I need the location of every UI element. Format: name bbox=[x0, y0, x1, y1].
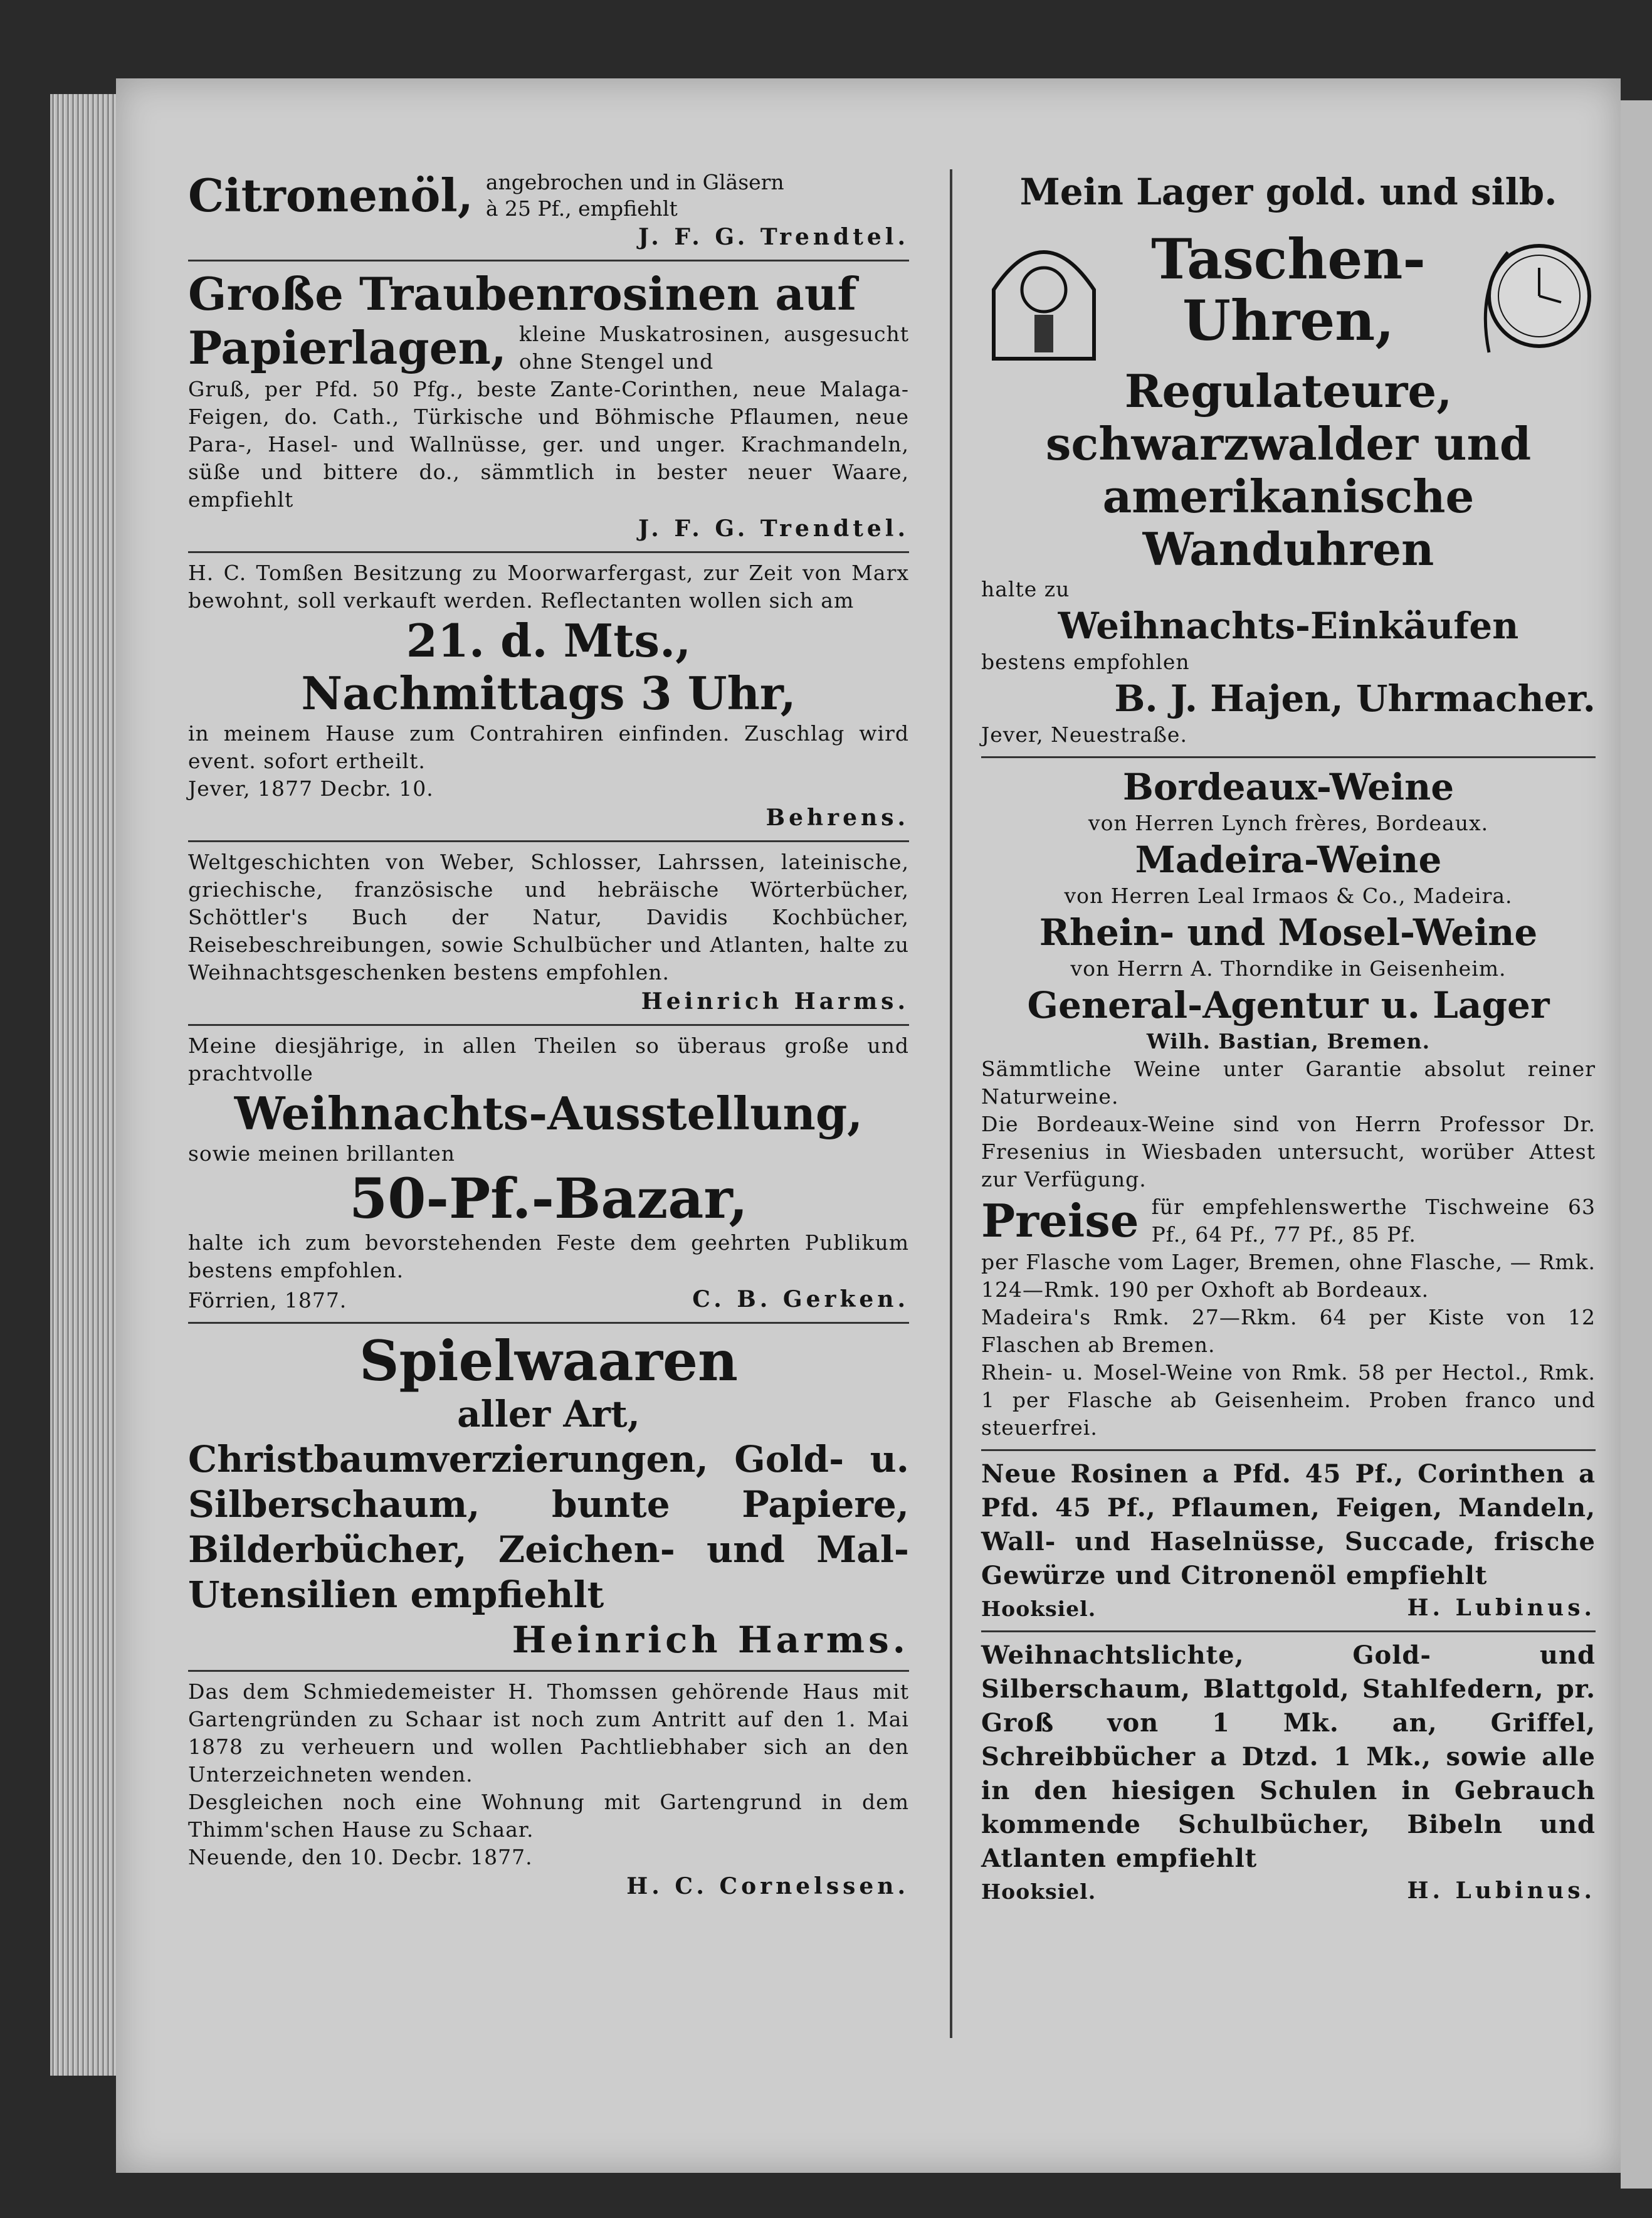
ad-signature: B. J. Hajen, Uhrmacher. bbox=[1114, 677, 1596, 720]
ad-body: Neue Rosinen a Pfd. 45 Pf., Corinthen a Pfd. 45 Pf., Pflaumen, Feigen, Mandeln, Wall- und Haselnüsse, Succade, frische Gewürze und Citronenöl empfiehlt bbox=[981, 1459, 1596, 1590]
ad-signature: Behrens. bbox=[765, 805, 909, 831]
ad-line: à 25 Pf., empfiehlt bbox=[485, 196, 678, 221]
ad-body: Das dem Schmiedemeister H. Thomssen gehörende Haus mit Gartengründen zu Schaar ist noch zum Antritt auf den 1. Mai 1878 zu verheuern und wollen Pachtliebhaber sich an den Unterzeichneten wenden. bbox=[188, 1679, 909, 1787]
ad-head: Mein Lager gold. und silb. bbox=[1019, 171, 1557, 213]
ad-place: Jever, Neuestraße. bbox=[981, 722, 1187, 747]
ad-spielwaaren bbox=[188, 1324, 909, 1672]
ad-place: Förrien, 1877. bbox=[188, 1288, 347, 1312]
ad-citronenoel bbox=[188, 88, 909, 261]
ad-body: für empfehlenswerthe Tischweine 63 Pf., 64 Pf., 77 Pf., 85 Pf. bbox=[1151, 1195, 1596, 1247]
ad-title: Citronenöl, bbox=[188, 169, 473, 222]
ad-big: Rhein- und Mosel-Weine bbox=[1039, 911, 1538, 954]
ad-sub: von Herren Leal Irmaos & Co., Madeira. bbox=[1064, 884, 1513, 908]
ad-weine bbox=[981, 758, 1596, 1451]
ad-line: kleine Muskatrosinen, ausgesucht ohne Stengel und bbox=[518, 322, 909, 374]
ad-body: Weltgeschichten von Weber, Schlosser, Lahrssen, lateinische, griechische, französische und hebräische Wörterbücher, Schöttler's Buch der Natur, Davidis Kochbücher, Reisebeschreibungen, sowie Schulbücher und Atlanten, halte zu Weihnachtsgeschenken bestens empfohlen. bbox=[188, 850, 909, 985]
ad-weihnachtslichte bbox=[981, 1632, 1596, 1913]
ad-line: angebrochen und in Gläsern bbox=[485, 170, 784, 194]
ad-sub: von Herren Lynch frères, Bordeaux. bbox=[1088, 811, 1489, 835]
ad-signature: C. B. Gerken. bbox=[692, 1286, 909, 1312]
ad-signature: H. Lubinus. bbox=[1407, 1595, 1596, 1621]
ad-body: Weihnachtslichte, Gold- und Silberschaum, Blattgold, Stahlfedern, pr. Groß von 1 Mk. an, Griffel, Schreibbücher a Dtzd. 1 Mk., sowie alle in den hiesigen Schulen in Gebrauch kommende Schulbücher, Bibeln und Atlanten empfiehlt bbox=[981, 1640, 1596, 1873]
ad-place: Hooksiel. bbox=[981, 1879, 1097, 1904]
ad-big: 50-Pf.-Bazar, bbox=[349, 1166, 749, 1231]
ad-body: Rhein- u. Mosel-Weine von Rmk. 58 per Hectol., Rmk. 1 per Flasche ab Geisenheim. Proben franco und steuerfrei. bbox=[981, 1360, 1596, 1440]
ad-signature: Heinrich Harms. bbox=[512, 1619, 909, 1661]
right-column bbox=[981, 88, 1596, 1913]
ad-big: Uhren, bbox=[1182, 288, 1394, 353]
ad-body: halte ich zum bevorstehenden Feste dem geehrten Publikum bestens empfohlen. bbox=[188, 1230, 909, 1282]
pocket-watch-icon bbox=[1470, 214, 1596, 365]
ad-place: Hooksiel. bbox=[981, 1597, 1097, 1621]
facing-page-edge bbox=[1621, 100, 1652, 2189]
ad-big: Nachmittags 3 Uhr, bbox=[301, 667, 796, 720]
clock-illustration-icon bbox=[981, 214, 1107, 365]
ad-body: Gruß, per Pfd. 50 Pfg., beste Zante-Corinthen, neue Malaga-Feigen, do. Cath., Türkische und Böhmische Pflaumen, neue Para-, Hasel- und Wallnüsse, ger. und unger. Krachmandeln, süße und bittere do., sämmtlich in bester neuer Waare, empfiehlt bbox=[188, 377, 909, 512]
ad-post: bestens empfohlen bbox=[981, 650, 1190, 674]
ad-sub: aller Art, bbox=[457, 1393, 640, 1435]
ad-big: Christbaumverzierungen, Gold- u. Silberschaum, bunte Papiere, Bilderbücher, Zeichen- und Mal-Utensilien empfiehlt bbox=[188, 1438, 909, 1616]
ad-body: in meinem Hause zum Contrahiren einfinden. Zuschlag wird event. sofort ertheilt. bbox=[188, 721, 909, 773]
ad-big: Weihnachts-Ausstellung, bbox=[234, 1087, 863, 1140]
column-divider bbox=[950, 169, 952, 2038]
ad-place: Jever, 1877 Decbr. 10. bbox=[188, 776, 434, 801]
ad-body: Sämmtliche Weine unter Garantie absolut reiner Naturweine. bbox=[981, 1057, 1596, 1109]
ad-place: Neuende, den 10. Decbr. 1877. bbox=[188, 1845, 533, 1869]
ad-big: Wanduhren bbox=[1142, 522, 1434, 576]
ad-sub: Wilh. Bastian, Bremen. bbox=[1146, 1029, 1431, 1054]
ad-body: Die Bordeaux-Weine sind von Herrn Professor Dr. Fresenius in Wiesbaden untersucht, worüber Attest zur Verfügung. bbox=[981, 1112, 1596, 1191]
ad-title: Große Traubenrosinen auf bbox=[188, 267, 857, 320]
ad-signature: Heinrich Harms. bbox=[641, 988, 909, 1015]
ad-verkauf-tomssen bbox=[188, 553, 909, 842]
ad-body: Desgleichen noch eine Wohnung mit Gartengrund in dem Thimm'schen Hause zu Schaar. bbox=[188, 1790, 909, 1842]
ad-weltgeschichten bbox=[188, 842, 909, 1026]
ad-body: H. C. Tomßen Besitzung zu Moorwarfergast, zur Zeit von Marx bewohnt, soll verkauft werden. Reflectanten wollen sich am bbox=[188, 561, 909, 613]
ad-traubenrosinen bbox=[188, 261, 909, 553]
ad-big: General-Agentur u. Lager bbox=[1027, 984, 1550, 1027]
ad-signature: H. Lubinus. bbox=[1407, 1877, 1596, 1904]
ad-signature: H. C. Cornelssen. bbox=[626, 1873, 909, 1899]
ad-uhren bbox=[981, 88, 1596, 758]
ad-big: Preise bbox=[981, 1194, 1139, 1247]
ad-big: Weihnachts-Einkäufen bbox=[1058, 605, 1519, 647]
ad-rosinen bbox=[981, 1451, 1596, 1632]
ad-big: Madeira-Weine bbox=[1135, 838, 1442, 881]
ad-big: Taschen- bbox=[1151, 226, 1426, 292]
ad-signature: J. F. G. Trendtel. bbox=[638, 224, 909, 250]
ad-big: Regulateure, schwarzwalder und amerikanische bbox=[1045, 364, 1532, 523]
ad-title: Papierlagen, bbox=[188, 321, 507, 374]
left-column bbox=[188, 88, 909, 1909]
ad-big: Spielwaaren bbox=[359, 1328, 739, 1393]
ad-body: Meine diesjährige, in allen Theilen so überaus große und prachtvolle bbox=[188, 1033, 909, 1085]
ad-signature: J. F. G. Trendtel. bbox=[638, 515, 909, 542]
ad-body: sowie meinen brillanten bbox=[188, 1141, 456, 1166]
ad-haus-schaar bbox=[188, 1672, 909, 1909]
ad-big: Bordeaux-Weine bbox=[1122, 766, 1455, 808]
ad-weihnachts-ausstellung bbox=[188, 1026, 909, 1324]
ad-body: per Flasche vom Lager, Bremen, ohne Flasche, — Rmk. 124—Rmk. 190 per Oxhoft ab Bordeaux. bbox=[981, 1250, 1596, 1302]
ad-big: 21. d. Mts., bbox=[406, 614, 692, 667]
ad-sub: von Herrn A. Thorndike in Geisenheim. bbox=[1070, 956, 1507, 981]
ad-pre: halte zu bbox=[981, 577, 1070, 601]
ad-body: Madeira's Rmk. 27—Rkm. 64 per Kiste von 12 Flaschen ab Bremen. bbox=[981, 1305, 1596, 1357]
